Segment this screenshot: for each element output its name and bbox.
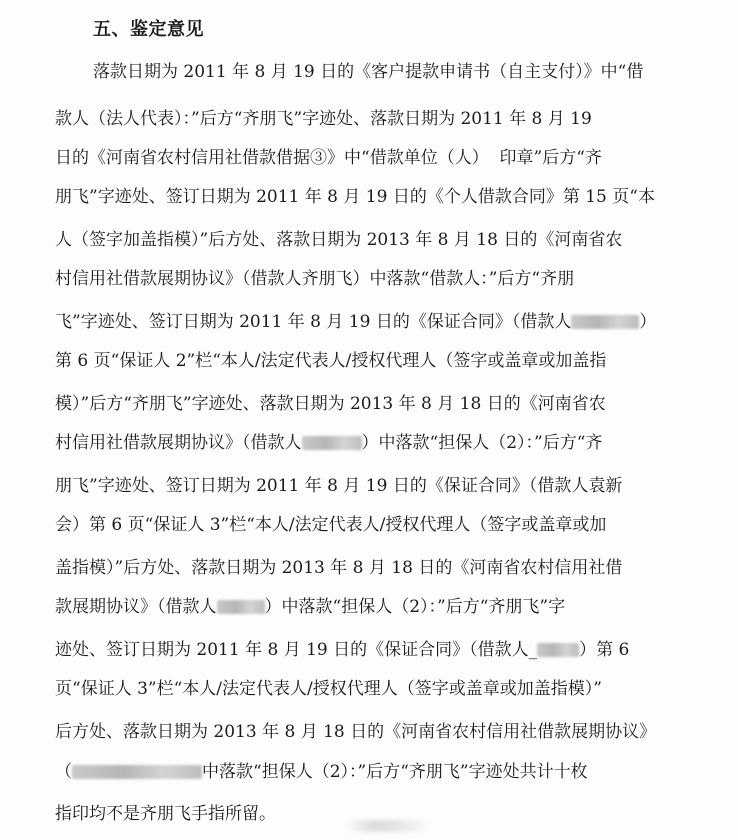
text-segment: 人（签字加盖指模）”后方处、落款日期为 2013 年 8 月 18 日的《河南省农 [55,230,623,250]
redacted-name [72,765,202,779]
text-segment: 日的《河南省农村信用社借款借据③》中“借款单位（人） 印章”后方“齐 [55,148,602,168]
text-segment: ）中落款“担保人（2）：”后方“齐朋飞”字 [264,597,566,617]
text-line [55,595,672,619]
text-line [55,677,672,701]
text-segment: 款展期协议》（借款人 [55,597,217,617]
text-line [55,474,672,498]
text-line [55,760,672,784]
text-segment: 第 6 页“保证人 2”栏“本人/法定代表人/授权代理人（签字或盖章或加盖指 [55,351,607,371]
text-line [55,185,672,209]
text-line [55,146,672,170]
redacted-name [302,436,362,450]
text-line [55,720,672,744]
redacted-name [571,315,639,329]
section-heading: 五、鉴定意见 [93,19,204,40]
text-segment: （ [55,762,72,782]
watermark [346,820,430,832]
text-line [55,638,672,662]
redacted-name [217,600,265,614]
text-segment: 朋飞”字迹处、签订日期为 2011 年 8 月 19 日的《保证合同》（借款人袁新 [55,476,623,496]
text-segment: 会）第 6 页“保证人 3”栏“本人/法定代表人/授权代理人（签字或盖章或加 [55,515,607,535]
text-line [55,556,672,580]
redacted-name [537,643,579,657]
text-line [55,228,672,252]
text-segment: 村信用社借款展期协议》（借款人齐朋飞）中落款“借款人：”后方“齐朋 [55,269,575,289]
text-segment: 盖指模）”后方处、落款日期为 2013 年 8 月 18 日的《河南省农村信用社借 [55,558,623,578]
text-segment: 飞”字迹处、签订日期为 2011 年 8 月 19 日的《保证合同》（借款人 [55,312,572,332]
text-line [55,310,672,334]
text-segment: 模）”后方“齐朋飞”字迹处、落款日期为 2013 年 8 月 18 日的《河南省农 [55,394,606,414]
text-segment: 朋飞”字迹处、签订日期为 2011 年 8 月 19 日的《个人借款合同》第 15 页“本 [55,187,655,207]
text-segment: 中落款“担保人（2）：”后方“齐朋飞”字迹处共计十枚 [202,762,588,782]
text-segment: 落款日期为 2011 年 8 月 19 日的《客户提款申请书（自主支付）》中“借 [93,62,644,82]
text-line [55,107,672,131]
text-segment: 指印均不是齐朋飞手指所留。 [55,804,276,824]
text-segment: ） [639,312,657,332]
text-segment: 后方处、落款日期为 2013 年 8 月 18 日的《河南省农村信用社借款展期协议》 [55,722,657,742]
text-line [55,349,672,373]
text-line [93,60,672,84]
text-line [55,267,672,291]
text-line [55,431,672,455]
text-segment: ）第 6 [579,640,630,660]
text-segment: 迹处、签订日期为 2011 年 8 月 19 日的《保证合同》（借款人_ [55,640,538,660]
text-line [55,392,672,416]
text-line [55,802,276,826]
text-segment: ）中落款“担保人（2）：”后方“齐 [361,433,603,453]
text-line [55,513,672,537]
text-segment: 页“保证人 3”栏“本人/法定代表人/授权代理人（签字或盖章或加盖指模）” [55,679,602,699]
text-segment: 村信用社借款展期协议》（借款人 [55,433,302,453]
text-segment: 款人（法人代表）：”后方“齐朋飞”字迹处、落款日期为 2011 年 8 月 19 [55,109,592,129]
